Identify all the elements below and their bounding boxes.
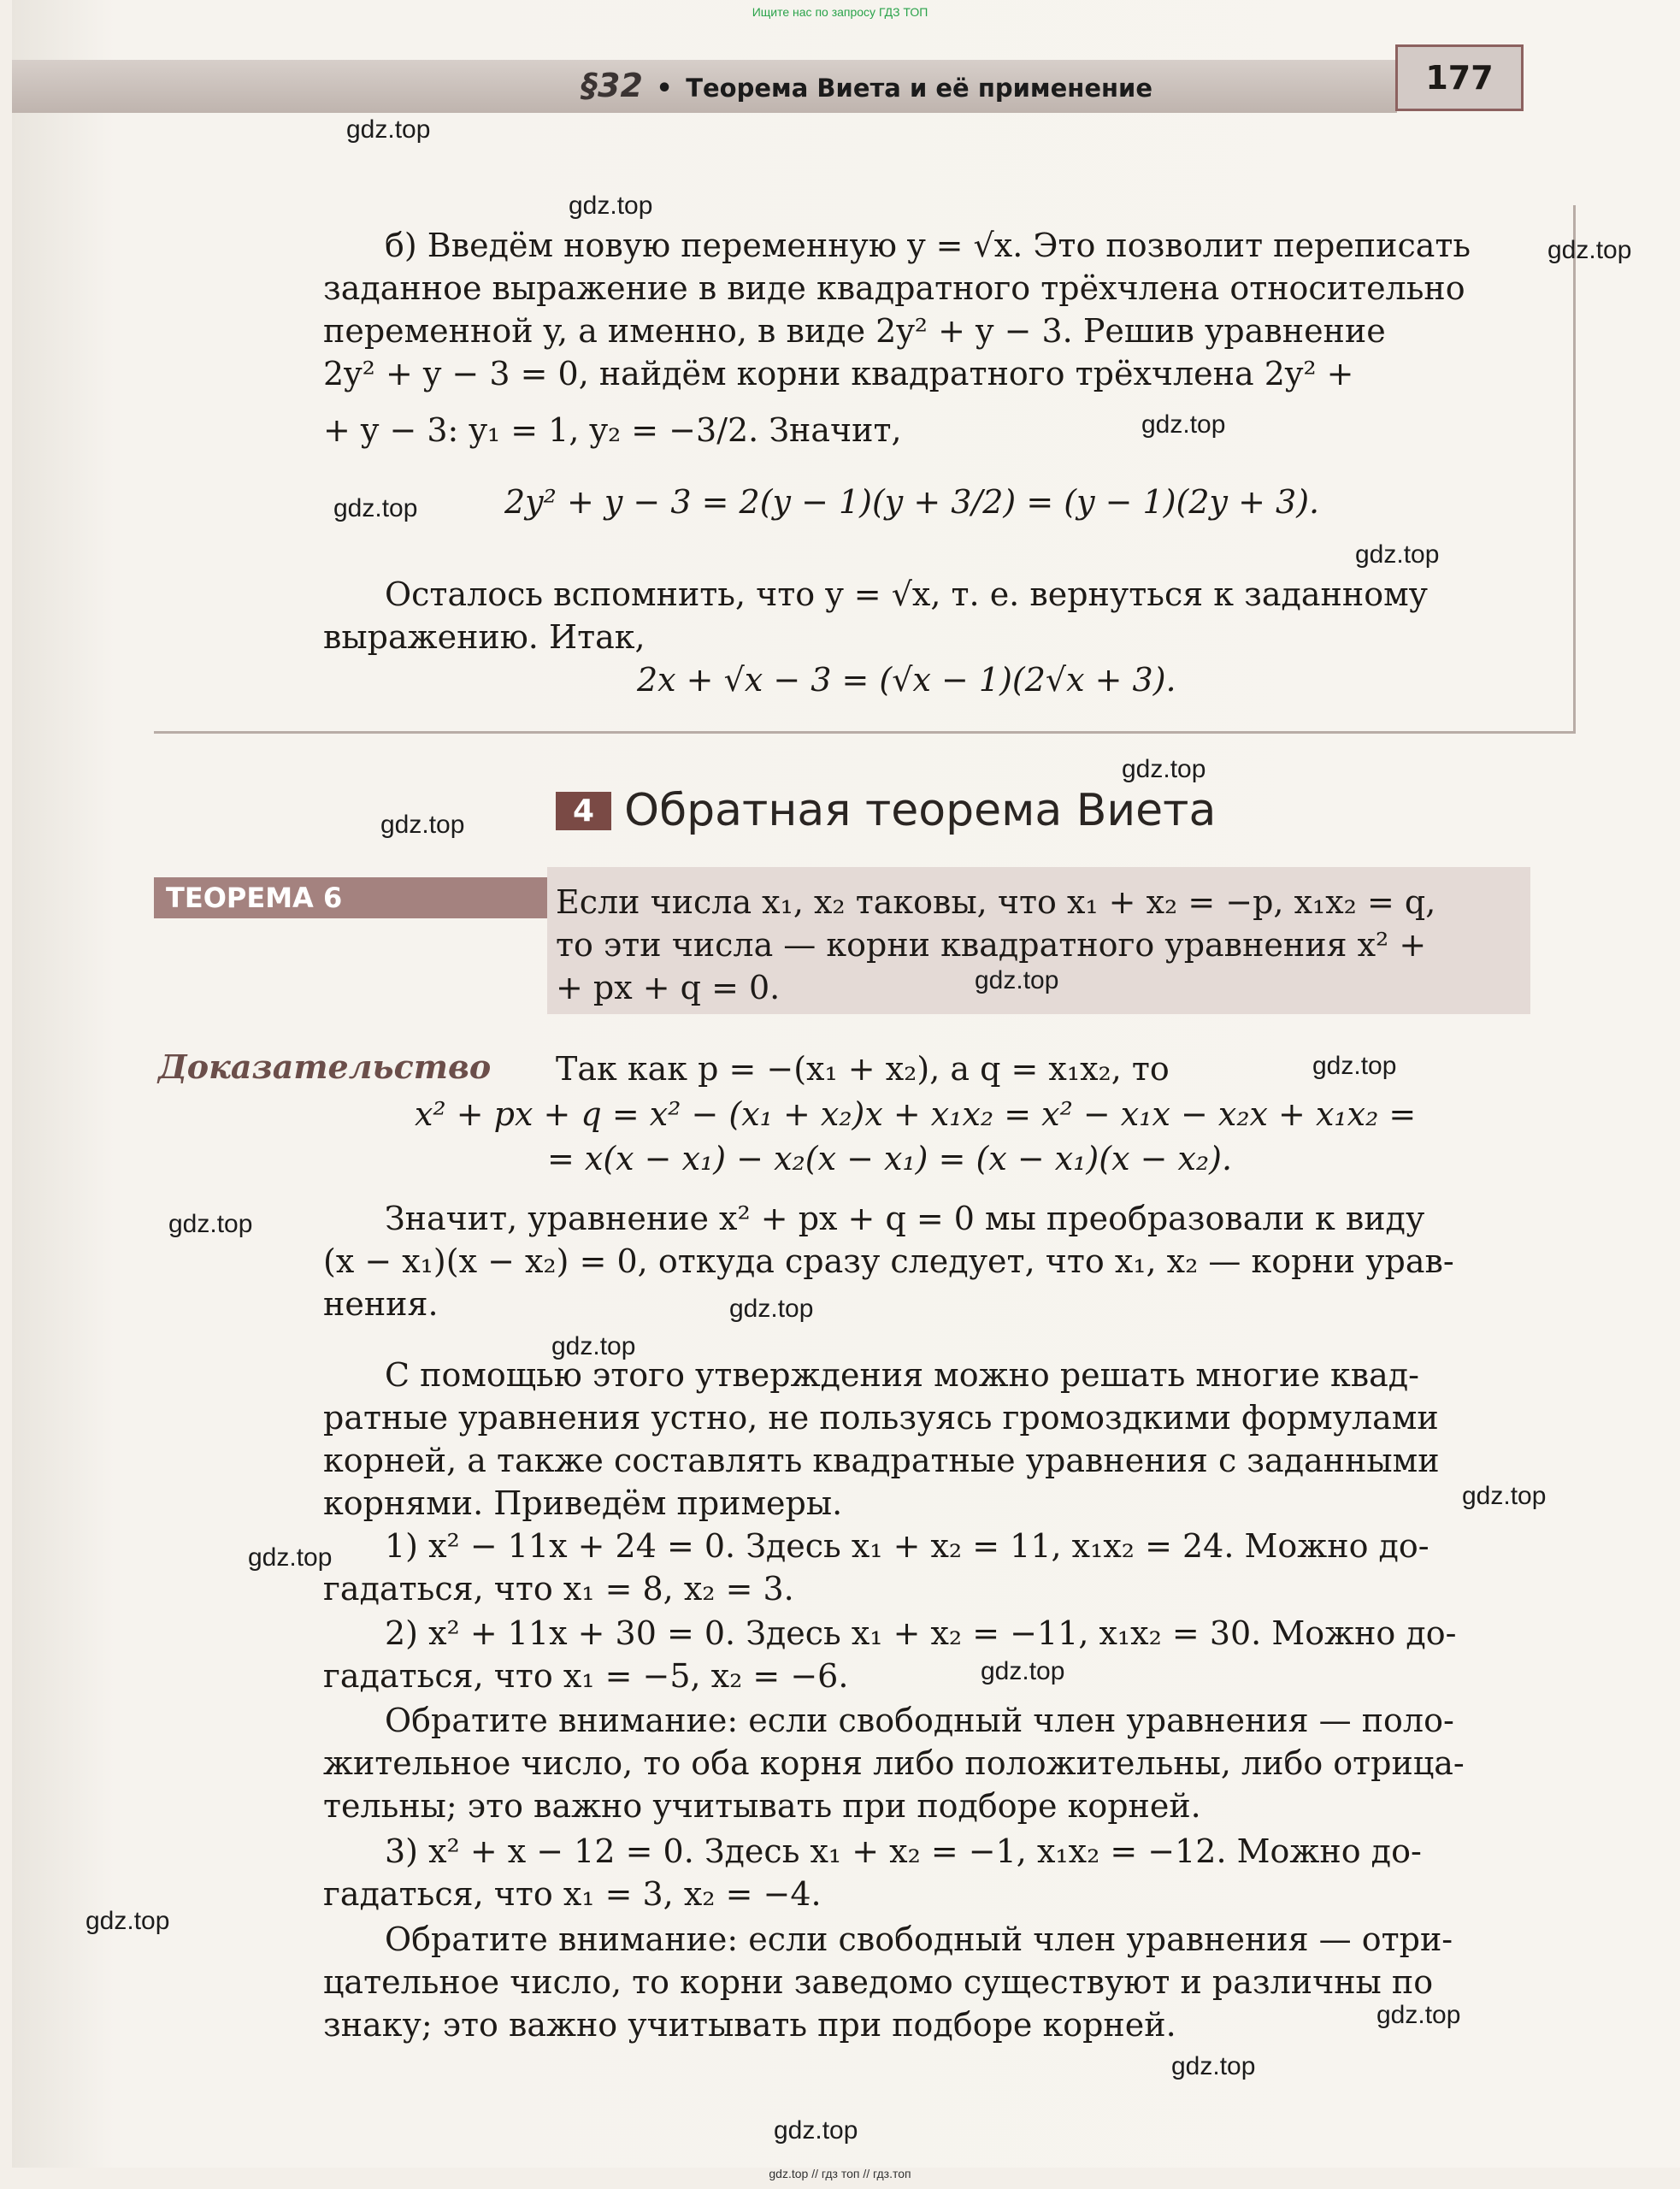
example-line: гадаться, что x₁ = −5, x₂ = −6. [323, 1657, 849, 1695]
proof-line: нения. [323, 1285, 439, 1323]
note-line: знаку; это важно учитывать при подборе корней. [323, 2006, 1176, 2044]
proof-formula: x² + px + q = x² − (x₁ + x₂)x + x₁x₂ = x² − x₁x − x₂x + x₁x₂ = [415, 1095, 1417, 1133]
gdz-watermark: gdz.top [981, 1657, 1065, 1685]
body-line: корнями. Приведём примеры. [323, 1484, 843, 1522]
gdz-watermark: gdz.top [774, 2116, 858, 2145]
note-line: тельны; это важно учитывать при подборе корней. [323, 1787, 1201, 1825]
bottom-watermark: gdz.top // гдз топ // гдз.топ [769, 2167, 911, 2180]
body-line: корней, а также составлять квадратные уравнения с заданными [323, 1442, 1440, 1479]
box-line: б) Введём новую переменную y = √x. Это позволит переписать [385, 227, 1471, 264]
box-line: переменной y, а именно, в виде 2y² + y − 3. Решив уравнение [323, 312, 1386, 350]
gdz-watermark: gdz.top [569, 192, 653, 220]
page-number: 177 [1395, 44, 1524, 111]
proof-line: Значит, уравнение x² + px + q = 0 мы преобразовали к виду [385, 1200, 1425, 1237]
body-line: ратные уравнения устно, не пользуясь громоздкими формулами [323, 1399, 1439, 1437]
box-line: + y − 3: y₁ = 1, y₂ = −3/2. Значит, [323, 411, 902, 449]
example-line: гадаться, что x₁ = 3, x₂ = −4. [323, 1875, 822, 1913]
example-line: 2) x² + 11x + 30 = 0. Здесь x₁ + x₂ = −11, x₁x₂ = 30. Можно до- [385, 1614, 1457, 1652]
section-heading-number: 4 [556, 792, 611, 830]
example-line: 3) x² + x − 12 = 0. Здесь x₁ + x₂ = −1, x₁x₂ = −12. Можно до- [385, 1832, 1422, 1870]
gdz-watermark: gdz.top [248, 1543, 333, 1572]
gdz-watermark: gdz.top [975, 966, 1059, 994]
gdz-watermark: gdz.top [1171, 2052, 1256, 2080]
box-line: 2y² + y − 3 = 0, найдём корни квадратного трёхчлена 2y² + [323, 355, 1354, 392]
example-line: 1) x² − 11x + 24 = 0. Здесь x₁ + x₂ = 11, x₁x₂ = 24. Можно до- [385, 1527, 1429, 1565]
gdz-watermark: gdz.top [1547, 236, 1632, 264]
gdz-watermark: gdz.top [380, 811, 465, 839]
section-title: Теорема Виета и её применение [686, 74, 1153, 103]
header-bullet: • [656, 74, 673, 103]
gdz-watermark: gdz.top [551, 1332, 636, 1360]
gdz-watermark: gdz.top [333, 494, 418, 522]
gdz-watermark: gdz.top [85, 1907, 170, 1935]
theorem-line: то эти числа — корни квадратного уравнения x² + [556, 926, 1427, 964]
gdz-watermark: gdz.top [1376, 2001, 1461, 2029]
proof-label: Доказательство [158, 1047, 492, 1086]
box-line: заданное выражение в виде квадратного трёхчлена относительно [323, 269, 1465, 307]
gdz-watermark: gdz.top [1462, 1482, 1547, 1510]
theorem-line: Если числа x₁, x₂ таковы, что x₁ + x₂ = −p, x₁x₂ = q, [556, 883, 1436, 921]
theorem-label: ТЕОРЕМА 6 [154, 877, 551, 918]
proof-formula: = x(x − x₁) − x₂(x − x₁) = (x − x₁)(x − x₂). [547, 1140, 1233, 1177]
box-line: Осталось вспомнить, что y = √x, т. е. вернуться к заданному [385, 575, 1428, 613]
box-line: выражению. Итак, [323, 618, 645, 656]
gdz-watermark: gdz.top [729, 1295, 814, 1323]
box-formula: 2y² + y − 3 = 2(y − 1)(y + 3/2) = (y − 1)(2y + 3). [504, 483, 1320, 521]
gdz-watermark: gdz.top [1122, 755, 1206, 783]
example-line: гадаться, что x₁ = 8, x₂ = 3. [323, 1570, 794, 1608]
body-line: С помощью этого утверждения можно решать многие квад- [385, 1356, 1420, 1394]
section-heading-title: Обратная теорема Виета [624, 785, 1217, 836]
gdz-watermark: gdz.top [1355, 540, 1440, 569]
proof-line: (x − x₁)(x − x₂) = 0, откуда сразу следует, что x₁, x₂ — корни урав- [323, 1242, 1454, 1280]
top-watermark: Ищите нас по запросу ГДЗ ТОП [752, 5, 928, 19]
note-line: жительное число, то оба корня либо положительны, либо отрица- [323, 1744, 1465, 1782]
gdz-watermark: gdz.top [346, 115, 431, 144]
running-header [581, 67, 1152, 104]
note-line: Обратите внимание: если свободный член уравнения — отри- [385, 1921, 1453, 1958]
gdz-watermark: gdz.top [1312, 1052, 1397, 1080]
section-number: §32 [581, 67, 643, 104]
section-heading [556, 785, 1216, 836]
proof-line: Так как p = −(x₁ + x₂), а q = x₁x₂, то [556, 1050, 1170, 1088]
gdz-watermark: gdz.top [168, 1210, 253, 1238]
gdz-watermark: gdz.top [1141, 410, 1226, 439]
theorem-line: + px + q = 0. [556, 969, 781, 1006]
box-formula: 2x + √x − 3 = (√x − 1)(2√x + 3). [637, 661, 1176, 699]
note-line: цательное число, то корни заведомо существуют и различны по [323, 1963, 1434, 2001]
note-line: Обратите внимание: если свободный член уравнения — поло- [385, 1702, 1454, 1739]
